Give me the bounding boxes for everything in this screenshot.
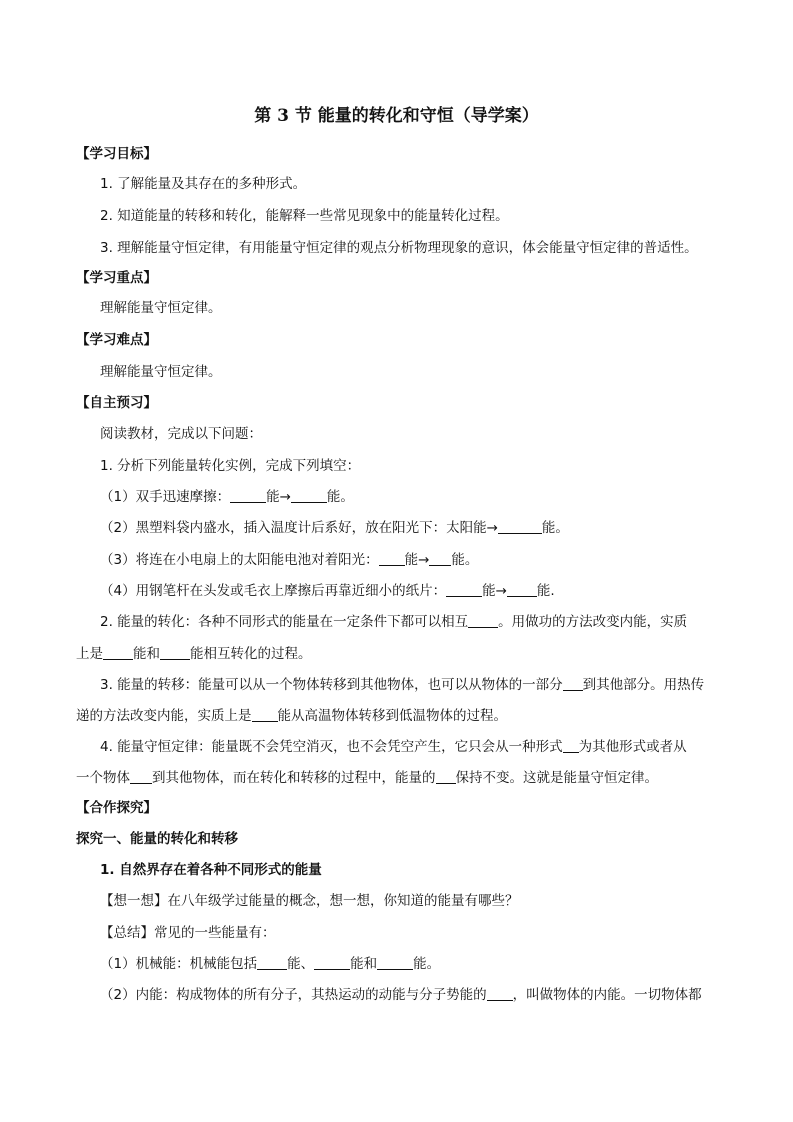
text: 能和 [350, 956, 378, 972]
fill-blank [436, 769, 456, 784]
preview-q1-item4 [100, 581, 555, 601]
fill-blank [257, 955, 287, 970]
fill-blank [377, 955, 413, 970]
heading-key: 【学习重点】 [76, 270, 157, 286]
fill-blank [446, 582, 482, 597]
explore-summary: 【总结】常见的一些能量有： [100, 925, 276, 941]
text: 能和 [133, 646, 160, 662]
preview-q4-line1 [100, 737, 687, 757]
explore-sub1: 1. 自然界存在着各种不同形式的能量 [100, 862, 322, 878]
text: 一个物体 [76, 770, 130, 786]
objective-1: 1. 了解能量及其存在的多种形式。 [100, 176, 307, 192]
fill-blank [130, 769, 152, 784]
preview-q3-line2 [76, 706, 507, 726]
preview-q3-line1 [100, 675, 704, 695]
fill-blank [103, 645, 133, 660]
preview-q4-line2 [76, 768, 658, 788]
text: 能→ [404, 552, 430, 568]
objective-3: 3. 理解能量守恒定律，有用能量守恒定律的观点分析物理现象的意识，体会能量守恒定律的普适性。 [100, 240, 698, 256]
text: 能。 [541, 520, 569, 536]
fill-blank [291, 488, 327, 503]
text: （4）用钢笔杆在头发或毛衣上摩擦后再靠近细小的纸片： [100, 583, 447, 599]
text: 能从高温物体转移到低温物体的过程。 [277, 708, 507, 724]
text: 为其他形式或者从 [578, 739, 687, 755]
text: 能→ [482, 583, 507, 599]
fill-blank [252, 707, 278, 722]
fill-blank [563, 738, 579, 753]
text: 2. 能量的转化：各种不同形式的能量在一定条件下都可以相互 [100, 614, 469, 630]
preview-q2-line2 [76, 644, 312, 664]
text: 。用做功的方法改变内能，实质 [498, 614, 688, 630]
text: 能。 [413, 956, 441, 972]
text: 能→ [266, 489, 291, 505]
text: （1）双手迅速摩擦： [100, 489, 231, 505]
fill-blank [160, 645, 190, 660]
fill-blank [379, 551, 405, 566]
text: 保持不变。这就是能量守恒定律。 [455, 770, 658, 786]
heading-cooperate: 【合作探究】 [76, 800, 157, 816]
fill-blank [230, 488, 266, 503]
explore-mech [100, 954, 440, 974]
preview-q1-item3 [100, 550, 478, 570]
preview-q1: 1. 分析下列能量转化实例，完成下列填空： [100, 458, 361, 474]
preview-intro: 阅读教材，完成以下问题： [100, 426, 262, 442]
fill-blank [498, 519, 542, 534]
fill-blank [468, 613, 498, 628]
difficult-text: 理解能量守恒定律。 [100, 364, 222, 380]
objective-2: 2. 知道能量的转移和转化，能解释一些常见现象中的能量转化过程。 [100, 208, 509, 224]
heading-difficult: 【学习难点】 [76, 332, 157, 348]
text: （2）黑塑料袋内盛水，插入温度计后系好，放在阳光下：太阳能→ [100, 520, 498, 536]
text: （3）将连在小电扇上的太阳能电池对着阳光： [100, 552, 379, 568]
text: 4. 能量守恒定律：能量既不会凭空消灭，也不会凭空产生，它只会从一种形式 [100, 739, 563, 755]
fill-blank [487, 986, 513, 1001]
fill-blank [429, 551, 451, 566]
preview-q1-item2 [100, 518, 569, 538]
explore-internal [100, 985, 702, 1005]
fill-blank [507, 582, 537, 597]
key-text: 理解能量守恒定律。 [100, 300, 222, 316]
explore-think: 【想一想】在八年级学过能量的概念，想一想，你知道的能量有哪些？ [100, 893, 519, 909]
fill-blank [563, 676, 583, 691]
heading-objectives: 【学习目标】 [76, 146, 157, 162]
page-title: 第 3 节 能量的转化和守恒（导学案） [254, 106, 539, 126]
preview-q2-line1 [100, 612, 687, 632]
text: 上是 [76, 646, 103, 662]
text: 能相互转化的过程。 [190, 646, 312, 662]
text: 到其他部分。用热传 [582, 677, 705, 693]
preview-q1-item1 [100, 487, 354, 507]
text: ，叫做物体的内能。一切物体都 [512, 987, 702, 1003]
text: 能. [536, 583, 555, 599]
text: 能、 [287, 956, 315, 972]
text: 3. 能量的转移：能量可以从一个物体转移到其他物体，也可以从物体的一部分 [100, 677, 563, 693]
text: 到其他物体，而在转化和转移的过程中，能量的 [152, 770, 436, 786]
text: （2）内能：构成物体的所有分子，其热运动的动能与分子势能的 [100, 987, 487, 1003]
text: 递的方法改变内能，实质上是 [76, 708, 252, 724]
heading-preview: 【自主预习】 [76, 395, 157, 411]
text: （1）机械能：机械能包括 [100, 956, 258, 972]
fill-blank [314, 955, 350, 970]
text: 能。 [451, 552, 479, 568]
explore-part1: 探究一、能量的转化和转移 [76, 831, 238, 847]
text: 能。 [326, 489, 354, 505]
